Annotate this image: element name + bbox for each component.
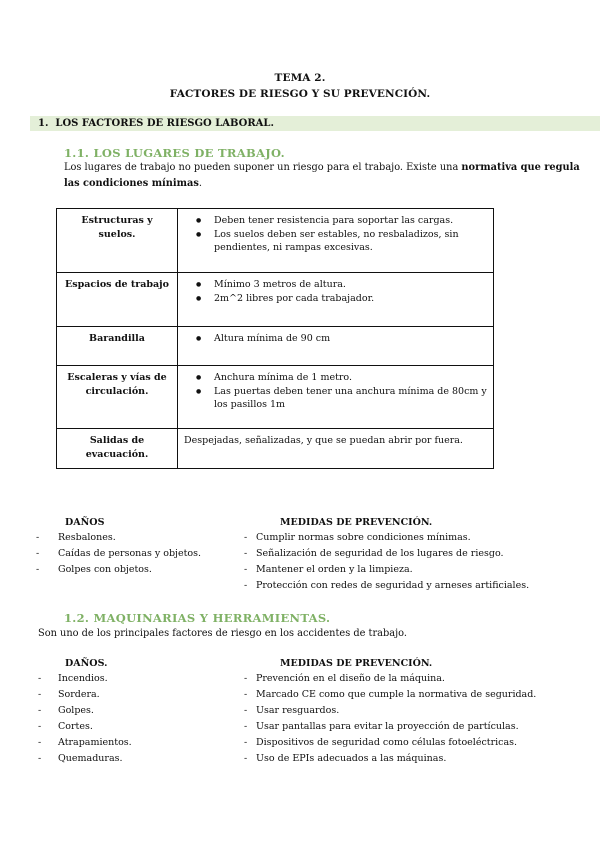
dash: - xyxy=(244,564,248,575)
list-item: ● Deben tener resistencia para soportar las cargas. xyxy=(214,214,487,228)
table-row-label: Espacios de trabajo xyxy=(57,273,178,327)
section-heading xyxy=(38,118,274,129)
subsection-intro-2: Son uno de los principales factores de riesgo en los accidentes de trabajo. xyxy=(38,628,407,639)
dash: - xyxy=(244,721,248,732)
dash: - xyxy=(36,532,40,543)
dash: - xyxy=(38,673,42,684)
table-row xyxy=(57,327,494,366)
dash: - xyxy=(38,721,42,732)
list-item: Usar resguardos. xyxy=(256,705,340,716)
list-item: Quemaduras. xyxy=(58,753,123,764)
list-item: Señalización de seguridad de los lugares de riesgo. xyxy=(256,548,504,559)
danos-list xyxy=(58,530,201,578)
table-row-label: Escaleras y vías de circulación. xyxy=(57,366,178,429)
table-row-content xyxy=(178,209,494,273)
dash: - xyxy=(38,689,42,700)
medidas-list xyxy=(256,671,536,767)
section-title: LOS FACTORES DE RIESGO LABORAL. xyxy=(55,118,274,129)
list-item: ● Altura mínima de 90 cm xyxy=(214,332,487,346)
list-item: ● Las puertas deben tener una anchura mínima de 80cm y los pasillos 1m xyxy=(214,385,487,412)
dash: - xyxy=(38,737,42,748)
subsection-intro-1 xyxy=(64,160,584,192)
table-row-label: Estructuras y suelos. xyxy=(57,209,178,273)
danos-heading: DAÑOS. xyxy=(65,658,108,669)
list-item: Atrapamientos. xyxy=(58,737,132,748)
subsection-title-2: 1.2. MAQUINARIAS Y HERRAMIENTAS. xyxy=(64,611,331,625)
list-item: Uso de EPIs adecuados a las máquinas. xyxy=(256,753,447,764)
dash: - xyxy=(36,564,40,575)
dash: - xyxy=(244,673,248,684)
subsection-title-1: 1.1. LOS LUGARES DE TRABAJO. xyxy=(64,146,285,160)
table-row-content xyxy=(178,273,494,327)
table-row xyxy=(57,209,494,273)
list-item: Sordera. xyxy=(58,689,100,700)
danos-list xyxy=(58,671,132,767)
table-row-label: Salidas de evacuación. xyxy=(57,429,178,469)
table-row-label: Barandilla xyxy=(57,327,178,366)
list-item: Mantener el orden y la limpieza. xyxy=(256,564,413,575)
medidas-heading: MEDIDAS DE PREVENCIÓN. xyxy=(280,658,433,669)
list-item: ● Los suelos deben ser estables, no resbaladizos, sin pendientes, ni rampas excesivas. xyxy=(214,228,487,255)
intro-end: . xyxy=(198,178,202,189)
list-item: Protección con redes de seguridad y arneses artificiales. xyxy=(256,580,530,591)
document-subtitle: FACTORES DE RIESGO Y SU PREVENCIÓN. xyxy=(169,88,431,100)
list-item: Prevención en el diseño de la máquina. xyxy=(256,673,445,684)
dash: - xyxy=(244,580,248,591)
danos-heading: DAÑOS xyxy=(65,517,105,528)
dash: - xyxy=(36,548,40,559)
table-row-content xyxy=(178,327,494,366)
dash: - xyxy=(244,548,248,559)
list-item: ● 2m^2 libres por cada trabajador. xyxy=(214,292,487,306)
dash: - xyxy=(244,753,248,764)
list-item: Golpes con objetos. xyxy=(58,564,152,575)
danos-dashes xyxy=(38,671,41,767)
table-row-content: Despejadas, señalizadas, y que se puedan abrir por fuera. xyxy=(178,429,494,469)
list-item: Cortes. xyxy=(58,721,93,732)
medidas-dashes xyxy=(244,530,247,594)
workplace-table xyxy=(56,208,494,469)
list-item: Golpes. xyxy=(58,705,94,716)
danos-dashes xyxy=(36,530,39,578)
table-row-content xyxy=(178,366,494,429)
list-item: Dispositivos de seguridad como células fotoeléctricas. xyxy=(256,737,518,748)
dash: - xyxy=(38,753,42,764)
list-item: Cumplir normas sobre condiciones mínimas. xyxy=(256,532,471,543)
table-row xyxy=(57,429,494,469)
table-row xyxy=(57,366,494,429)
list-item: Resbalones. xyxy=(58,532,116,543)
dash: - xyxy=(244,532,248,543)
dash: - xyxy=(38,705,42,716)
list-item: ● Mínimo 3 metros de altura. xyxy=(214,278,487,292)
list-item: ● Anchura mínima de 1 metro. xyxy=(214,371,487,385)
medidas-list xyxy=(256,530,529,594)
intro-bold-text: normativa que regula las condiciones mínimas xyxy=(64,162,580,189)
list-item: Incendios. xyxy=(58,673,108,684)
medidas-dashes xyxy=(244,671,247,767)
medidas-heading: MEDIDAS DE PREVENCIÓN. xyxy=(280,517,433,528)
dash: - xyxy=(244,705,248,716)
list-item: Caídas de personas y objetos. xyxy=(58,548,202,559)
list-item: Usar pantallas para evitar la proyección de partículas. xyxy=(256,721,519,732)
list-item: Marcado CE como que cumple la normativa de seguridad. xyxy=(256,689,537,700)
dash: - xyxy=(244,737,248,748)
table-row xyxy=(57,273,494,327)
dash: - xyxy=(244,689,248,700)
document-title: TEMA 2. xyxy=(274,72,326,84)
intro-text: Los lugares de trabajo no pueden suponer un riesgo para el trabajo. Existe una xyxy=(64,162,462,173)
section-number: 1. xyxy=(38,118,49,129)
